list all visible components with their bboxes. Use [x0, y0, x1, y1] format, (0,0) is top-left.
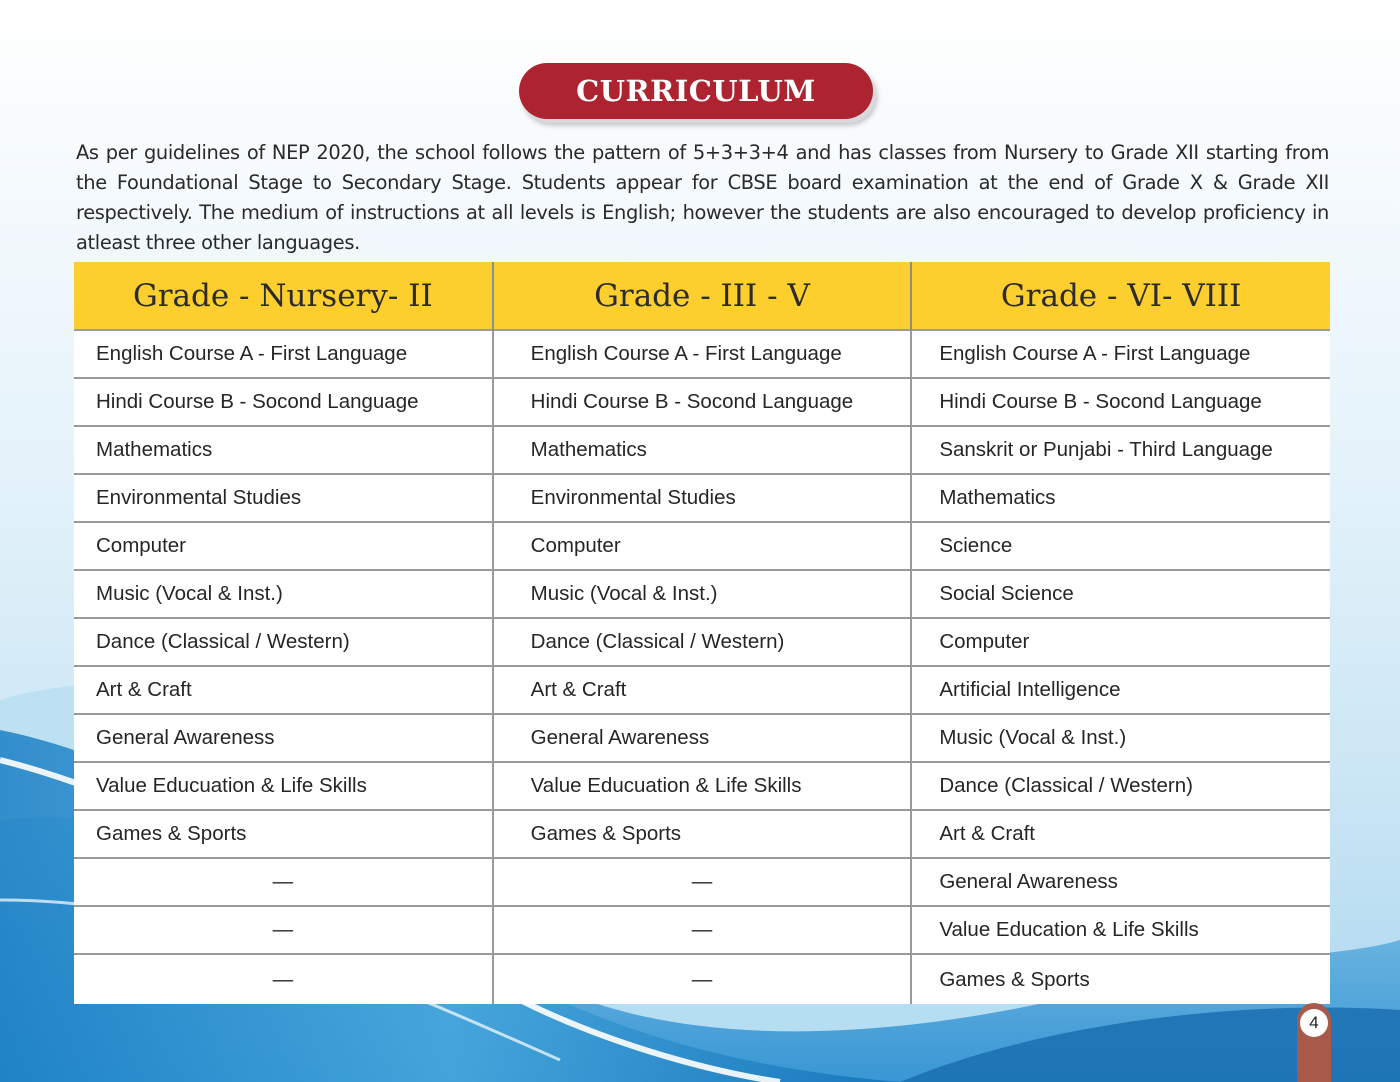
- table-cell: Environmental Studies: [74, 474, 493, 522]
- empty-cell-dash: —: [74, 954, 493, 1004]
- page-title-text: CURRICULUM: [576, 74, 816, 108]
- table-row: [74, 858, 1330, 906]
- table-cell: Music (Vocal & Inst.): [74, 570, 493, 618]
- empty-cell-dash: —: [74, 858, 493, 906]
- table-row: [74, 762, 1330, 810]
- table-cell: Environmental Studies: [493, 474, 912, 522]
- table-cell: Art & Craft: [74, 666, 493, 714]
- table-cell: Artificial Intelligence: [911, 666, 1330, 714]
- table-cell: Computer: [74, 522, 493, 570]
- table-cell: Sanskrit or Punjabi - Third Language: [911, 426, 1330, 474]
- page-number: 4: [1300, 1009, 1328, 1037]
- table-cell: English Course A - First Language: [74, 330, 493, 378]
- column-header-nursery: Grade - Nursery- II: [74, 262, 493, 330]
- table-row: [74, 522, 1330, 570]
- table-row: [74, 714, 1330, 762]
- table-row: [74, 378, 1330, 426]
- table-cell: Music (Vocal & Inst.): [911, 714, 1330, 762]
- table-cell: General Awareness: [74, 714, 493, 762]
- column-header-grade-3-5: Grade - III - V: [493, 262, 912, 330]
- table-cell: Games & Sports: [74, 810, 493, 858]
- table-cell: Dance (Classical / Western): [911, 762, 1330, 810]
- table-cell: Computer: [493, 522, 912, 570]
- table-cell: Games & Sports: [493, 810, 912, 858]
- empty-cell-dash: —: [493, 858, 912, 906]
- table-cell: Mathematics: [74, 426, 493, 474]
- empty-cell-dash: —: [74, 906, 493, 954]
- table-cell: Mathematics: [493, 426, 912, 474]
- table-cell: Hindi Course B - Socond Language: [911, 378, 1330, 426]
- page-title: [519, 63, 873, 119]
- table-row: [74, 618, 1330, 666]
- column-header-grade-6-8: Grade - VI- VIII: [911, 262, 1330, 330]
- table-cell: Social Science: [911, 570, 1330, 618]
- intro-paragraph: As per guidelines of NEP 2020, the school follows the pattern of 5+3+3+4 and has classes from Nursery to Grade XII starting from the Foundational Stage to Secondary Stage. Students appear for CBSE board examination at the end of Grade X & Grade XII respectively. The medium of instructions at all levels is English; however the students are also encouraged to develop proficiency in atleast three other languages.: [76, 141, 1329, 254]
- table-row: [74, 570, 1330, 618]
- empty-cell-dash: —: [493, 954, 912, 1004]
- table-cell: Games & Sports: [911, 954, 1330, 1004]
- table-header-row: [74, 262, 1330, 330]
- table-row: [74, 810, 1330, 858]
- table-row: [74, 954, 1330, 1004]
- table-cell: Value Educuation & Life Skills: [74, 762, 493, 810]
- table-cell: Hindi Course B - Socond Language: [74, 378, 493, 426]
- table-cell: Art & Craft: [911, 810, 1330, 858]
- table-row: [74, 906, 1330, 954]
- table-cell: Science: [911, 522, 1330, 570]
- table-cell: Art & Craft: [493, 666, 912, 714]
- table-cell: Hindi Course B - Socond Language: [493, 378, 912, 426]
- curriculum-table-container: [74, 262, 1330, 1004]
- table-cell: General Awareness: [493, 714, 912, 762]
- table-row: [74, 330, 1330, 378]
- table-cell: Value Education & Life Skills: [911, 906, 1330, 954]
- table-cell: English Course A - First Language: [911, 330, 1330, 378]
- table-cell: Value Educuation & Life Skills: [493, 762, 912, 810]
- table-cell: Music (Vocal & Inst.): [493, 570, 912, 618]
- table-cell: English Course A - First Language: [493, 330, 912, 378]
- table-cell: Computer: [911, 618, 1330, 666]
- table-cell: Dance (Classical / Western): [493, 618, 912, 666]
- table-row: [74, 666, 1330, 714]
- table-row: [74, 426, 1330, 474]
- curriculum-table: [74, 262, 1330, 1004]
- table-row: [74, 474, 1330, 522]
- empty-cell-dash: —: [493, 906, 912, 954]
- table-cell: General Awareness: [911, 858, 1330, 906]
- table-cell: Dance (Classical / Western): [74, 618, 493, 666]
- table-cell: Mathematics: [911, 474, 1330, 522]
